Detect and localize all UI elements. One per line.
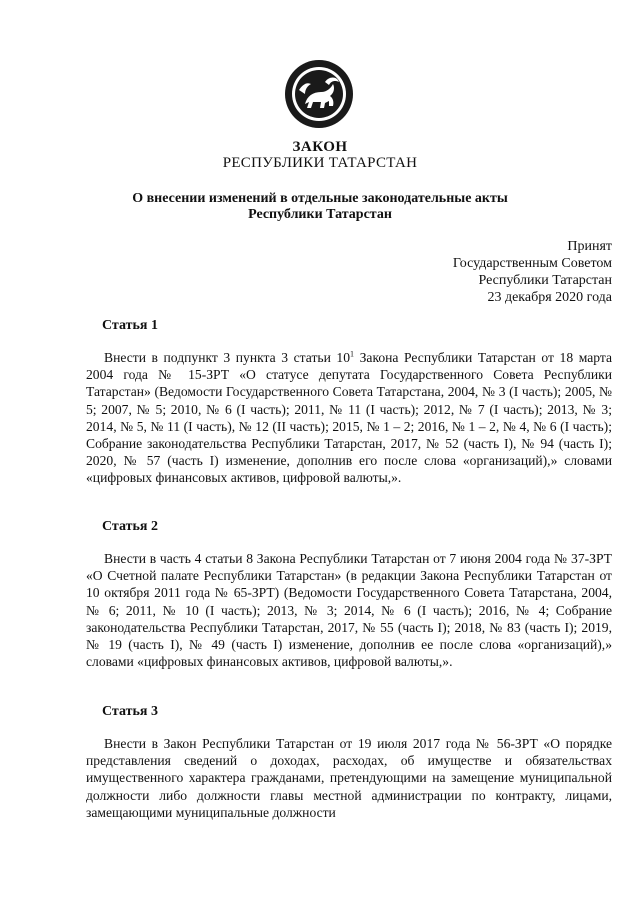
article-1-title: Статья 1 <box>102 318 158 333</box>
adopted-by-republic: Республики Татарстан <box>478 273 612 288</box>
article-1-text-end: Закона Республики Татарстан от 18 марта 2004 года № 15-ЗРТ «О статусе депутата Государственного Совета Республики Татарстан» (Ведомости Государственного Совета Татарстана, 2004, № 3 (I часть); 2005, № 5; 2007, № 5; 2010, № 6 (I часть); 2011, № 11 (I часть); 2012, № 7 (I часть); 2013, № 3; 2014, № 5, № 11 (I часть), № 12 (II часть); 2015, № 1 – 2; 2016, № 1 – 2, № 4, № 6 (I часть); Собрание законодательства Республики Татарстан, 2017, № 52 (часть I), № 94 (часть I); 2020, № 57 (часть I) изменение, дополнив его после слова «организаций),» словами «цифровых финансовых активов, цифровой валюты,». <box>86 350 612 486</box>
adopted-by-body: Государственным Советом <box>452 256 612 271</box>
article-3-text: Внести в Закон Республики Татарстан от 19 июля 2017 года № 56-ЗРТ «О порядке представления сведений о доходах, расходах, об имуществе и обязательствах имущественного характера гражданами, претендующими на замещение муниципальной должности либо должности главы местной администрации по контракту, лицами, замещающими муниципальные должности <box>86 736 612 820</box>
adopted-label: Принят <box>567 239 612 254</box>
article-1-text-start: Внести в подпункт 3 пункта 3 статьи 10 <box>104 350 351 365</box>
article-3-title: Статья 3 <box>102 704 158 719</box>
adoption-block <box>453 238 612 306</box>
subject-line-2: Республики Татарстан <box>248 207 392 222</box>
article-2-title: Статья 2 <box>102 519 158 534</box>
article-1-superscript: 1 <box>350 349 355 359</box>
article-1-text <box>86 349 612 487</box>
article-2-text: Внести в часть 4 статьи 8 Закона Республики Татарстан от 7 июня 2004 года № 37-ЗРТ «О Счетной палате Республики Татарстан» (в редакции Закона Республики Татарстан от 10 октября 2011 года № 65-ЗРТ) (Ведомости Государственного Совета Татарстана, 2004, № 6; 2011, № 10 (I часть); 2013, № 3; 2014, № 6 (I часть); 2016, № 4; Собрание законодательства Республики Татарстан, 2017, № 55 (часть I); 2018, № 83 (часть I); 2019, № 19 (часть I), № 49 (часть I) изменение, дополнив ее после слова «организаций),» словами «цифровых финансовых активов, цифровой валюты,». <box>86 551 612 670</box>
tatarstan-coat-of-arms-icon <box>283 58 355 130</box>
document-title: ЗАКОН <box>292 139 348 155</box>
adoption-date: 23 декабря 2020 года <box>487 290 612 305</box>
issuer-name: РЕСПУБЛИКИ ТАТАРСТАН <box>222 155 418 171</box>
subject-line-1: О внесении изменений в отдельные законодательные акты <box>132 191 508 206</box>
